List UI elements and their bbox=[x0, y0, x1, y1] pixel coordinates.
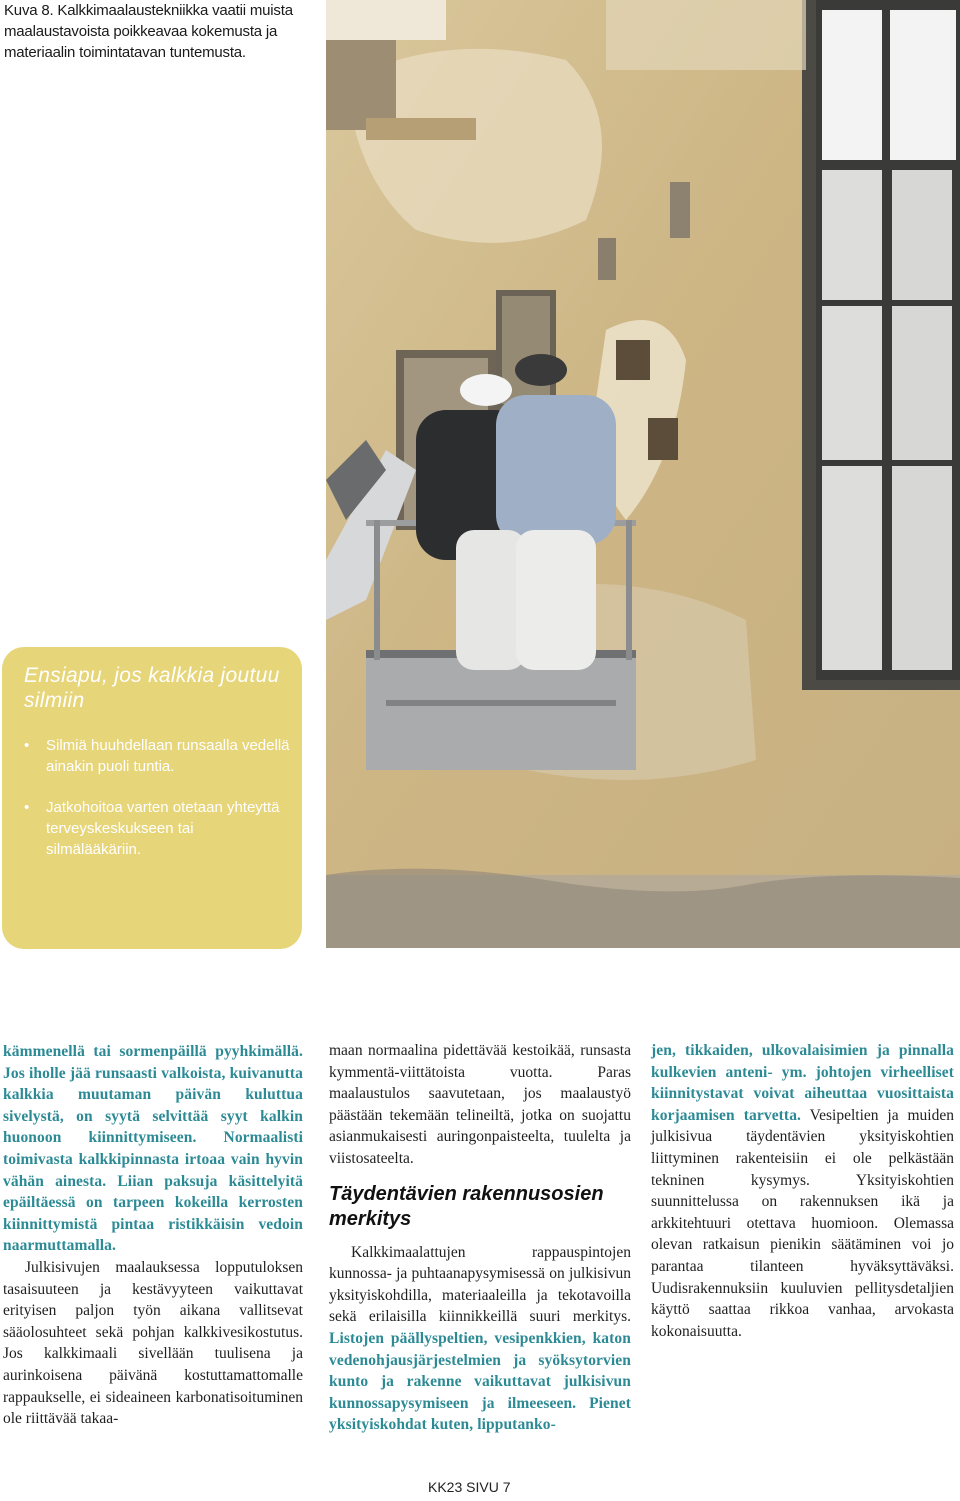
list-item-text: Silmiä huuhdellaan runsaalla vedellä ainakin puoli tuntia. bbox=[46, 737, 290, 775]
first-aid-box bbox=[2, 647, 302, 949]
first-aid-list bbox=[24, 735, 292, 880]
paragraph-text: Kalkkimaalattujen rappauspintojen kunnossa- ja puhtaanapysymisessä on julkisivun yksityiskohdilla, materiaaleilla ja tekotavoilla sekä erilaisilla kiinnikkeillä suuri merkitys. bbox=[329, 1243, 631, 1326]
paragraph-highlight: Listojen päällyspeltien, vesipenkkien, katon vedenohjausjärjestelmien ja syöksytorvien kunto ja rakenne vaikuttavat julkisivun kunnossapysymiseen ja ilmeeseen. Pienet yksityiskohdat kuten, lipputanko- bbox=[329, 1329, 631, 1434]
paragraph-text: Vesipeltien ja muiden julkisivua täydentävien yksityiskohtien liittyminen rakenteisiin ei ole pelkästään tekninen kysymys. Yksityiskohtien suunnittelussa on rakennuksen ikä ja arkkitehtuuri otettava huomioon. Olemassa olevan ratkaisun pienikin säätäminen voi jo parantaa tilanteen hyväksyttäväksi. Uudisrakennuksiin kuuluvien pellitysdetaljien käyttö saattaa rikkoa vanhaa, arvokasta kokonaisuutta. bbox=[651, 1106, 954, 1340]
paragraph-highlight: kämmenellä tai sormenpäillä pyyhkimällä. Jos iholle jää runsaasti valkoista, kuivanutta kalkkia muutaman päivän kuluttua sivelystä, on syytä selvittää syyt kalkin huonoon kiinnittymiseen. Normaalisti toimivasta kalkkipinnasta irtoaa vain hyvin vähän ainesta. Liian paksuja käsittelyitä epäiltäessä on tarpeen kokeilla kerrosten kiinnittymistä pintaa ristikkäisin vedoin naarmuttamalla. bbox=[3, 1043, 303, 1255]
text-column-2 bbox=[329, 1040, 631, 1436]
text-column-3 bbox=[651, 1040, 954, 1342]
bullet-icon: • bbox=[24, 799, 30, 816]
photo-painters-icon bbox=[326, 0, 960, 948]
list-item bbox=[24, 797, 292, 860]
bullet-icon: • bbox=[24, 737, 30, 754]
paragraph-highlight: jen, tikkaiden, ulkovalaisimien ja pinnalla kulkevien anteni- ym. johtojen virheelliset kiinnitystavat voivat aiheuttaa vuosittaista korjaamisen tarvetta. bbox=[651, 1042, 954, 1124]
building-photo bbox=[326, 0, 960, 948]
text-column-1 bbox=[3, 1041, 303, 1430]
list-item-text: Jatkohoitoa varten otetaan yhteyttä terveyskeskukseen tai silmälääkäriin. bbox=[46, 799, 280, 858]
first-aid-title: Ensiapu, jos kalkkia joutuu silmiin bbox=[24, 664, 280, 712]
paragraph bbox=[329, 1242, 631, 1436]
page-number: KK23 SIVU 7 bbox=[428, 1479, 511, 1495]
list-item bbox=[24, 735, 292, 777]
paragraph: Julkisivujen maalauksessa lopputuloksen tasaisuuteen ja kestävyyteen vaikuttavat erityisen paljon työn aikana vallitsevat sääolosuhteet sekä pohjan kalkkivesikostutus. Jos kalkkimaali sivellään tuulisena ja aurinkoisena päivänä kostuttamattomalle rappaukselle, ei sideaineen karbonatisoituminen ole riittävää takaa- bbox=[3, 1258, 303, 1428]
section-heading: Täydentävien rakennusosien merkitys bbox=[329, 1182, 604, 1230]
paragraph bbox=[651, 1040, 954, 1342]
figure-caption: Kuva 8. Kalkkimaalaustekniikka vaatii muista maalaustavoista poikkeavaa kokemusta ja materiaalin toimintatavan tuntemusta. bbox=[4, 2, 293, 61]
paragraph: maan normaalina pidettävää kestoikää, runsasta kymmentä-viittätoista vuotta. Paras maalaustulos saavutetaan, jos maalaustyö päästään tekemään telineiltä, jotka on suojattu asianmukaisesti auringonpaisteelta, tuulelta ja viistosateelta. bbox=[329, 1042, 631, 1167]
